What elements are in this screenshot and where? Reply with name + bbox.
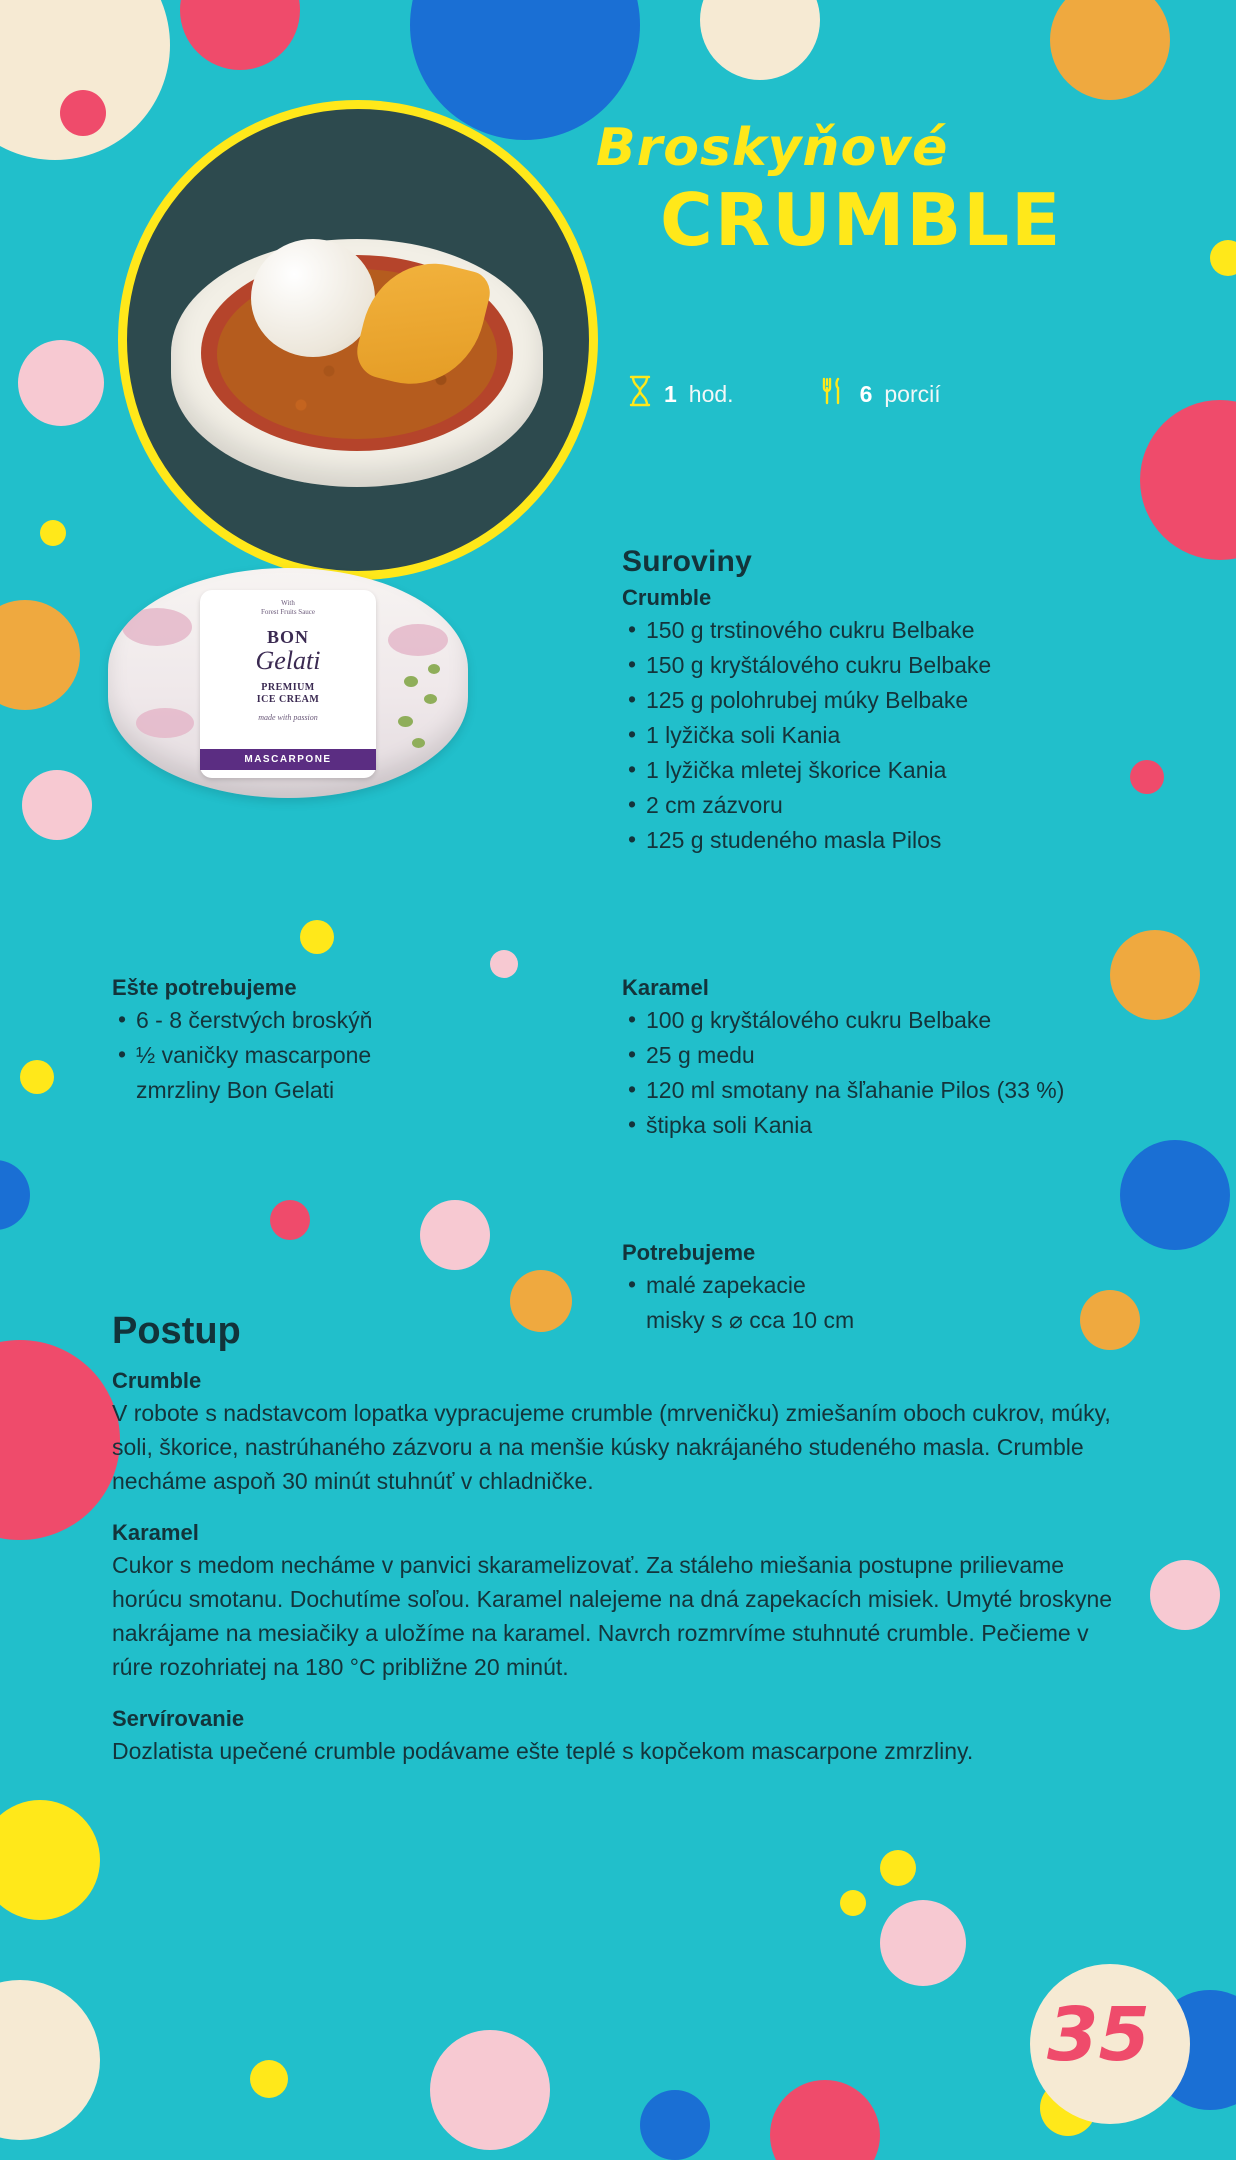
procedure-group-title: Karamel bbox=[112, 1520, 199, 1546]
procedure-group bbox=[112, 1706, 1122, 1768]
ice-cream-scoop bbox=[251, 239, 375, 357]
decor-dot bbox=[880, 1850, 916, 1886]
list-item: • 100 g kryštálového cukru Belbake bbox=[622, 1003, 1222, 1038]
label-flavour: MASCARPONE bbox=[200, 749, 376, 770]
portions-value: 6 bbox=[859, 380, 873, 407]
bowl-illustration bbox=[143, 199, 573, 499]
decor-dot bbox=[0, 1980, 100, 2140]
list-item: • malé zapekacie bbox=[622, 1268, 1142, 1303]
list-item: • 120 ml smotany na šľahanie Pilos (33 %) bbox=[622, 1073, 1222, 1108]
decor-dot bbox=[0, 600, 80, 710]
decor-dot bbox=[22, 770, 92, 840]
list-item-label: ½ vaničky mascarpone bbox=[136, 1041, 372, 1068]
karamel-heading: Karamel bbox=[622, 975, 709, 1000]
decor-dot bbox=[700, 0, 820, 80]
procedure-group bbox=[112, 1520, 1122, 1684]
decor-dot bbox=[490, 950, 518, 978]
label-brand-1: BON bbox=[266, 626, 309, 647]
list-item: • 150 g kryštálového cukru Belbake bbox=[622, 648, 1182, 683]
ingredients-heading: Suroviny bbox=[622, 545, 752, 578]
decor-dot bbox=[270, 1200, 310, 1240]
procedure-group-text: Dozlatista upečené crumble podávame ešte teplé s kopčekom mascarpone zmrzliny. bbox=[112, 1738, 974, 1765]
list-item: • 125 g studeného masla Pilos bbox=[622, 823, 1182, 858]
label-passion: made with passion bbox=[258, 712, 318, 722]
decor-dot bbox=[640, 2090, 710, 2160]
list-item: • štipka soli Kania bbox=[622, 1108, 1222, 1143]
karamel-list bbox=[622, 1003, 1222, 1143]
decor-dot bbox=[40, 520, 66, 546]
decor-dot bbox=[770, 2080, 880, 2160]
decor-dot bbox=[1210, 240, 1236, 276]
extra-item-continuation: zmrzliny Bon Gelati bbox=[136, 1076, 335, 1103]
procedure-group-text: V robote s nadstavcom lopatka vypracujeme crumble (mrveničku) zmiešaním oboch cukrov, múky, soli, škorice, nastrúhaného zázvoru a na menšie kúsky nakrájaného studeného masla. Crumble necháme aspoň 30 minút stuhnúť v chladničke. bbox=[112, 1400, 1111, 1495]
list-item: • 6 - 8 čerstvých broskýň bbox=[112, 1003, 542, 1038]
dish-photo bbox=[118, 100, 598, 580]
decor-dot bbox=[880, 1900, 966, 1986]
procedure-group bbox=[112, 1368, 1122, 1498]
prep-time-value: 1 bbox=[664, 380, 677, 407]
portions-unit: porcií bbox=[884, 380, 941, 407]
list-item: • 125 g polohrubej múky Belbake bbox=[622, 683, 1182, 718]
decor-dot bbox=[0, 1340, 120, 1540]
list-item: • 150 g trstinového cukru Belbake bbox=[622, 613, 1182, 648]
prep-time bbox=[628, 375, 734, 413]
list-item bbox=[112, 1038, 542, 1073]
procedure-block bbox=[112, 1368, 1122, 1790]
procedure-heading: Postup bbox=[112, 1310, 241, 1352]
decor-dot bbox=[1150, 1560, 1220, 1630]
cutlery-icon bbox=[818, 376, 848, 412]
list-item: • 2 cm zázvoru bbox=[622, 788, 1182, 823]
ingredients-crumble-list bbox=[622, 613, 1182, 858]
decor-dot bbox=[1140, 400, 1236, 560]
decor-dot bbox=[510, 1270, 572, 1332]
procedure-group-text: Cukor s medom necháme v panvici skaramelizovať. Za stáleho miešania postupne prilievame horúcu smotanu. Dochutíme soľou. Karamel nalejeme na dná zapekacích misiek. Umyté broskyne nakrájame na mesiačiky a uložíme na karamel. Navrch rozmrvíme stuhnuté crumble. Pečieme v rúre rozohriatej na 180 °C približne 20 minút. bbox=[112, 1552, 1113, 1681]
extra-ingredients-block bbox=[112, 975, 542, 1107]
tools-block bbox=[622, 1240, 1142, 1337]
decor-dot bbox=[1050, 0, 1170, 100]
ingredients-crumble-block bbox=[622, 545, 1182, 858]
list-item: • 25 g medu bbox=[622, 1038, 1222, 1073]
decor-dot bbox=[20, 1060, 54, 1094]
decor-dot bbox=[60, 90, 106, 136]
decor-dot bbox=[0, 1800, 100, 1920]
procedure-group-title: Servírovanie bbox=[112, 1706, 245, 1732]
list-item: • 1 lyžička soli Kania bbox=[622, 718, 1182, 753]
decor-dot bbox=[300, 920, 334, 954]
tools-item-continuation: misky s ⌀ cca 10 cm bbox=[646, 1306, 855, 1333]
decor-dot bbox=[0, 1160, 30, 1230]
list-item: • 1 lyžička mletej škorice Kania bbox=[622, 753, 1182, 788]
decor-dot bbox=[420, 1200, 490, 1270]
label-brand-2: Gelati bbox=[255, 645, 321, 675]
decor-dot bbox=[180, 0, 300, 70]
portions bbox=[818, 376, 941, 412]
decor-dot bbox=[0, 0, 170, 160]
label-top-note-1: With bbox=[281, 599, 295, 607]
decor-dot bbox=[1120, 1140, 1230, 1250]
extra-list bbox=[112, 1003, 542, 1073]
product-label bbox=[200, 590, 376, 778]
tools-heading: Potrebujeme bbox=[622, 1240, 756, 1265]
recipe-title-main: CRUMBLE bbox=[660, 178, 1063, 262]
decor-dot bbox=[18, 340, 104, 426]
recipe-meta bbox=[628, 375, 941, 413]
tools-list bbox=[622, 1268, 1142, 1303]
decor-dot bbox=[250, 2060, 288, 2098]
recipe-title-script: Broskyňové bbox=[596, 118, 949, 178]
label-premium-1: PREMIUM bbox=[261, 681, 315, 693]
decor-dot bbox=[840, 1890, 866, 1916]
hourglass-icon bbox=[628, 375, 652, 413]
page-number: 35 bbox=[1047, 1992, 1150, 2078]
label-top-note-2: Forest Fruits Sauce bbox=[260, 607, 316, 616]
extra-heading: Ešte potrebujeme bbox=[112, 975, 297, 1000]
ice-cream-tub bbox=[108, 568, 468, 798]
label-premium-2: ICE CREAM bbox=[256, 694, 320, 705]
ingredients-karamel-block bbox=[622, 975, 1222, 1143]
prep-time-unit: hod. bbox=[688, 380, 734, 407]
procedure-group-title: Crumble bbox=[112, 1368, 202, 1393]
product-photo bbox=[108, 560, 468, 806]
decor-dot bbox=[430, 2030, 550, 2150]
ingredients-crumble-heading: Crumble bbox=[622, 585, 712, 610]
